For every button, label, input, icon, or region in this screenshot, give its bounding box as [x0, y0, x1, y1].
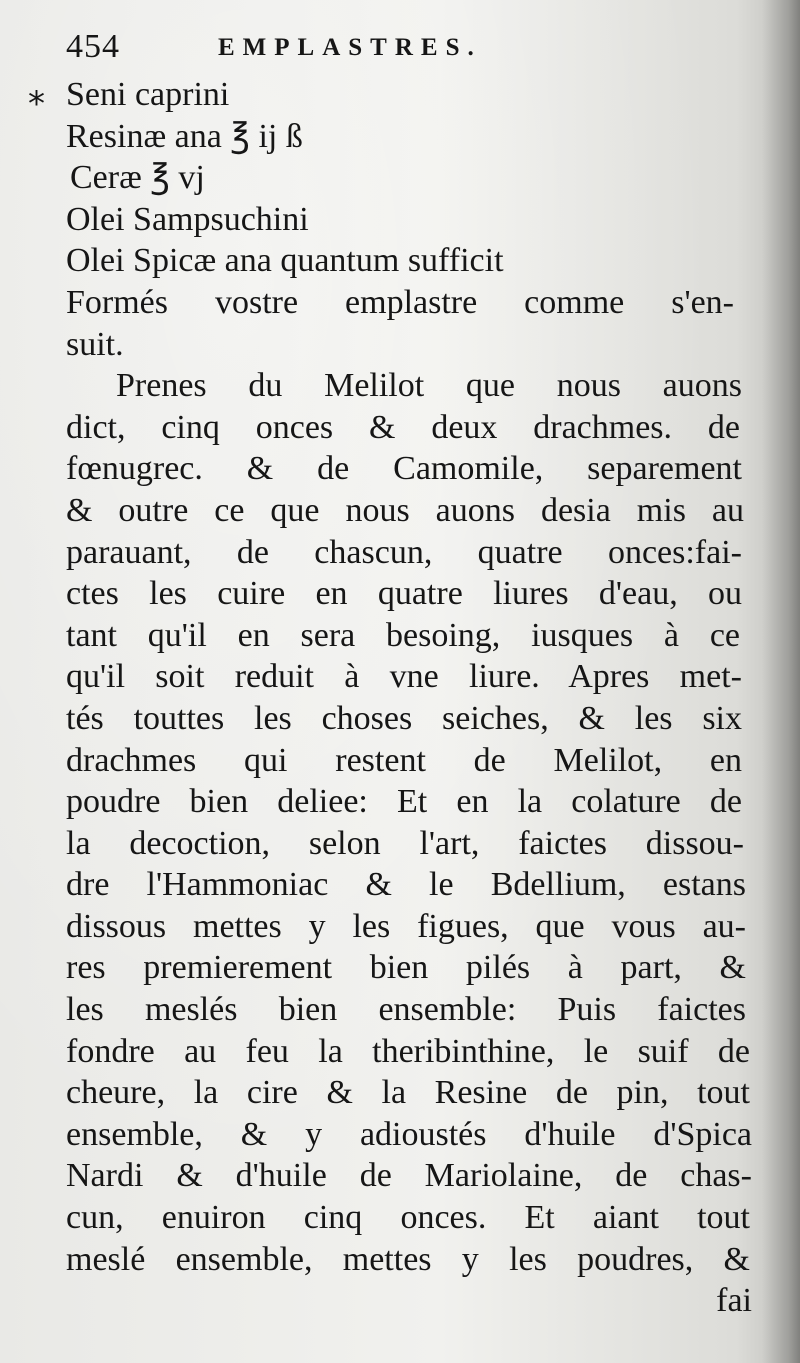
- text-block: [66, 74, 756, 1322]
- body-line: drachmes qui restent de Melilot, en: [66, 741, 742, 779]
- page-gutter-shadow: [762, 0, 800, 1363]
- recipe-line: suit.: [66, 325, 124, 363]
- body-line: res premierement bien pilés à part, &: [66, 949, 746, 987]
- page-number: 454: [66, 28, 120, 65]
- body-line: Prenes du Melilot que nous auons: [116, 367, 742, 405]
- catchword: fai: [716, 1282, 752, 1320]
- body-line: meslé ensemble, mettes y les poudres, &: [66, 1240, 750, 1278]
- recipe-line: Formés vostre emplastre comme s'en-: [66, 283, 734, 321]
- body-line: ctes les cuire en quatre liures d'eau, ou: [66, 575, 742, 613]
- body-line: parauant, de chascun, quatre onces:fai-: [66, 533, 742, 571]
- body-line: cheure, la cire & la Resine de pin, tout: [66, 1074, 750, 1112]
- body-line: cun, enuiron cinq onces. Et aiant tout: [66, 1199, 750, 1237]
- body-line: poudre bien deliee: Et en la colature de: [66, 783, 742, 821]
- body-line: dre l'Hammoniac & le Bdellium, estans: [66, 866, 746, 904]
- recipe-line: Olei Sampsuchini: [66, 200, 309, 238]
- body-line: dict, cinq onces & deux drachmes. de: [66, 408, 740, 446]
- body-line: tant qu'il en sera besoing, iusques à ce: [66, 616, 740, 654]
- body-line: ensemble, & y adioustés d'huile d'Spica: [66, 1115, 752, 1153]
- body-line: Nardi & d'huile de Mariolaine, de chas-: [66, 1157, 752, 1195]
- body-line: tés touttes les choses seiches, & les six: [66, 699, 742, 737]
- body-line: fondre au feu la theribinthine, le suif de: [66, 1032, 750, 1070]
- body-line: la decoction, selon l'art, faictes dissou-: [66, 824, 744, 862]
- body-line: fœnugrec. & de Camomile, separement: [66, 450, 742, 488]
- running-title: EMPLASTRES.: [218, 34, 482, 61]
- recipe-line: Seni caprini: [66, 76, 230, 113]
- recipe-line: Resinæ ana ℥ ij ß: [66, 117, 303, 155]
- asterisk-marker: *: [28, 84, 45, 124]
- recipe-line: Ceræ ℥ vj: [70, 159, 205, 197]
- body-line: dissous mettes y les figues, que vous au-: [66, 907, 746, 945]
- body-line: qu'il soit reduit à vne liure. Apres met-: [66, 658, 742, 696]
- body-line: les meslés bien ensemble: Puis faictes: [66, 991, 746, 1029]
- body-line: & outre ce que nous auons desia mis au: [66, 491, 744, 529]
- recipe-line: Olei Spicæ ana quantum sufficit: [66, 242, 504, 280]
- page-header: [66, 28, 746, 68]
